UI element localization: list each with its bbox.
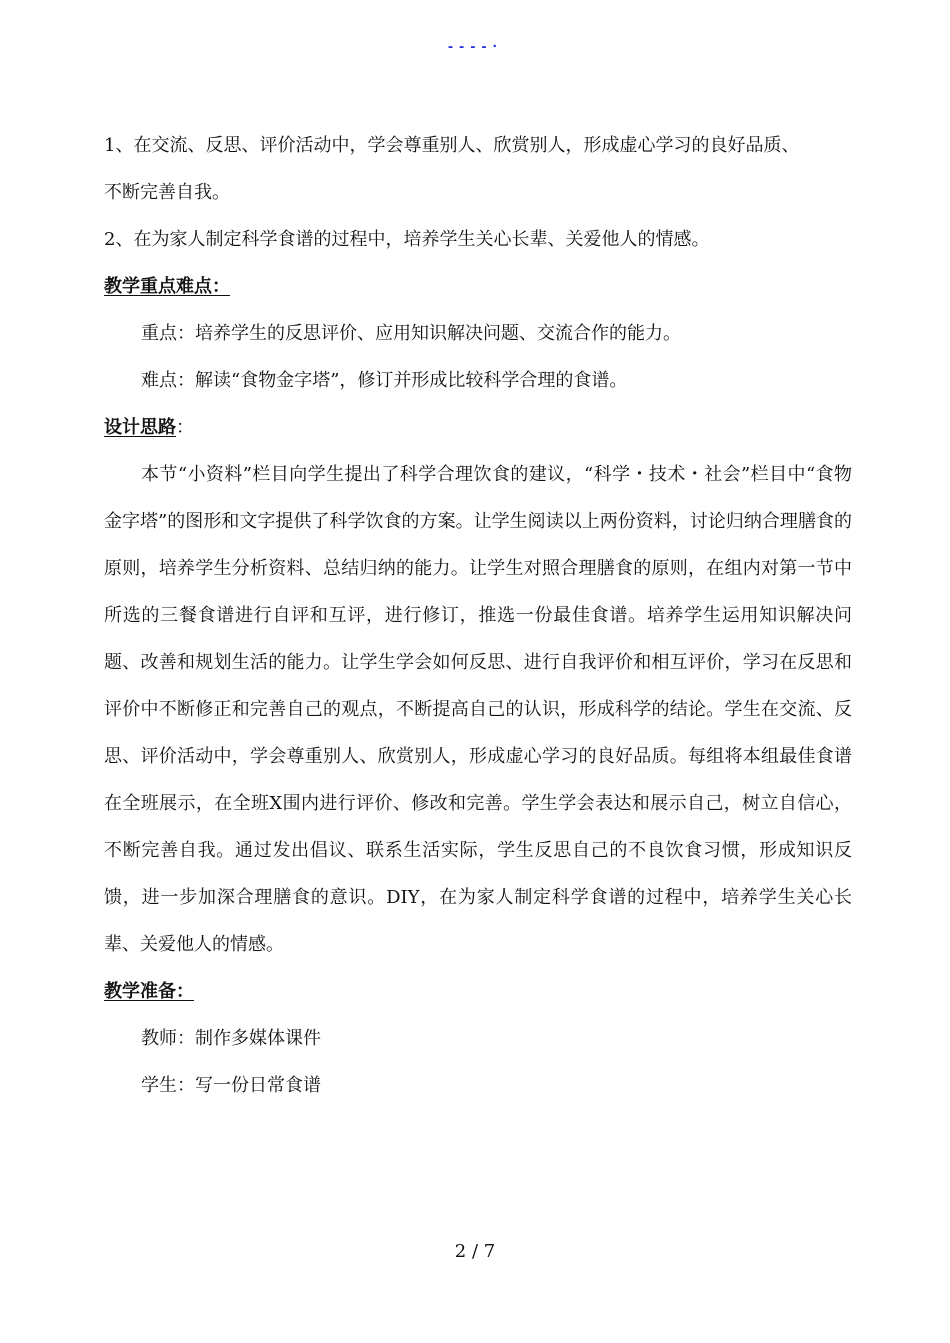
design-heading-colon: ： — [176, 417, 194, 438]
key-points-heading-row — [104, 263, 852, 310]
key-points-heading: 教学重点难点 — [104, 276, 212, 297]
key-point-difficulty: 难点：解读“食物金字塔”，修订并形成比较科学合理的食谱。 — [141, 370, 628, 391]
goal-item-2: 2、在为家人制定科学食谱的过程中，培养学生关心长辈、关爱他人的情感。 — [104, 229, 710, 250]
design-heading-row — [104, 404, 852, 451]
preparation-heading-colon: ： — [176, 981, 194, 1002]
key-points-heading-colon: ： — [212, 276, 230, 297]
header-mark: - - - - · — [448, 38, 499, 55]
key-point-focus: 重点：培养学生的反思评价、应用知识解决问题、交流合作的能力。 — [141, 323, 681, 344]
design-heading: 设计思路 — [104, 417, 176, 438]
design-paragraph: 本节“小资料”栏目向学生提出了科学合理饮食的建议，“科学・技术・社会”栏目中“食物金字塔”的图形和文字提供了科学饮食的方案。让学生阅读以上两份资料，讨论归纳合理膳食的原则，培养学生分析资料、总结归纳的能力。让学生对照合理膳食的原则，在组内对第一节中所选的三餐食谱进行自评和互评，进行修订，推选一份最佳食谱。培养学生运用知识解决问题、改善和规划生活的能力。让学生学会如何反思、进行自我评价和相互评价，学习在反思和评价中不断修正和完善自己的观点，不断提高自己的认识，形成科学的结论。学生在交流、反思、评价活动中，学会尊重别人、欣赏别人，形成虚心学习的良好品质。每组将本组最佳食谱在全班展示，在全班X围内进行评价、修改和完善。学生学会表达和展示自己，树立自信心，不断完善自我。通过发出倡议、联系生活实际，学生反思自己的不良饮食习惯，形成知识反馈，进一步加深合理膳食的意识。DIY，在为家人制定科学食谱的过程中，培养学生关心长辈、关爱他人的情感。 — [104, 464, 852, 955]
preparation-heading-row — [104, 968, 852, 1015]
goal-item-1-line-2: 不断完善自我。 — [104, 182, 230, 203]
page-number: 2 / 7 — [454, 1241, 496, 1262]
document-body — [104, 122, 852, 1109]
preparation-student: 学生：写一份日常食谱 — [141, 1075, 321, 1096]
preparation-teacher: 教师：制作多媒体课件 — [141, 1028, 321, 1049]
preparation-heading: 教学准备 — [104, 981, 176, 1002]
goal-item-1-line-1: 1、在交流、反思、评价活动中，学会尊重别人、欣赏别人，形成虚心学习的良好品质、 — [104, 135, 800, 156]
